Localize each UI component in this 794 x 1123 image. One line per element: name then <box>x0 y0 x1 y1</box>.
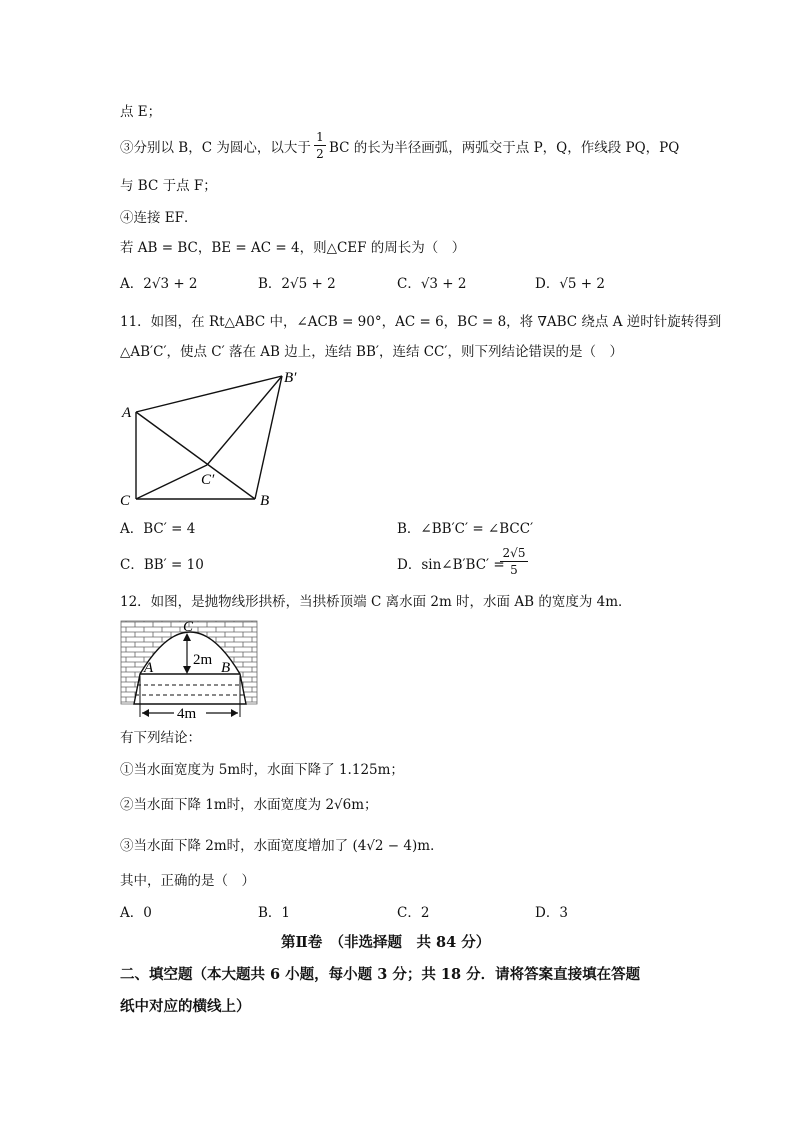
question-11-line-1: 11．如图，在 Rt△ABC 中，∠ACB = 90°，AC = 6，BC = 8，将 ∇ABC 绕点 A 逆时针旋转得到 <box>120 314 722 330</box>
q11-option-a: A．BC′ = 4 <box>120 521 196 537</box>
fraction-denominator: 2 <box>316 147 324 161</box>
label-width: 4m <box>177 706 197 722</box>
step-4-text: ④连接 EF． <box>120 210 198 226</box>
label-height: 2m <box>193 652 213 668</box>
q11-option-c: C．BB′ = 10 <box>120 557 204 573</box>
text-line: 点 E； <box>120 104 162 120</box>
parabolic-arch-bridge-figure <box>120 617 260 722</box>
section-2-heading-line-1: 二、填空题（本大题共 6 小题，每小题 3 分；共 18 分．请将答案直接填在答题 <box>120 966 641 983</box>
label-a: A <box>122 405 132 421</box>
section-2-heading-line-2: 纸中对应的横线上） <box>120 998 251 1015</box>
q11-option-d: D．sin∠B′BC′ = <box>397 557 505 573</box>
q10-option-a: A．2√3 + 2 <box>120 276 198 292</box>
step-3-text-a: ③分别以 B，C 为圆心，以大于 <box>120 140 311 156</box>
q12-option-a: A．0 <box>120 905 152 921</box>
q10-option-b: B．2√5 + 2 <box>258 276 336 292</box>
q12-option-d: D．3 <box>535 905 568 921</box>
fraction-half <box>314 131 326 160</box>
question-10-stem: 若 AB = BC，BE = AC = 4，则△CEF 的周长为（ ） <box>120 240 466 256</box>
question-11-line-2: △AB′C′，使点 C′ 落在 AB 边上，连结 BB′，连结 CC′，则下列结论错误的是（ ） <box>120 344 623 360</box>
label-b: B <box>221 660 231 676</box>
q12-conclusion-2: ②当水面下降 1m时，水面宽度为 2√6m； <box>120 797 378 813</box>
question-12-stem: 12．如图，是抛物线形拱桥，当拱桥顶端 C 离水面 2m 时，水面 AB 的宽度为 4m． <box>120 594 632 610</box>
q12-option-b: B．1 <box>258 905 291 921</box>
fraction-denominator: 5 <box>510 563 518 577</box>
label-a: A <box>144 660 154 676</box>
q10-option-d: D．√5 + 2 <box>535 276 605 292</box>
q11-option-d-fraction <box>500 547 528 576</box>
label-c: C <box>120 493 131 509</box>
q12-question: 其中，正确的是（ ） <box>120 873 255 889</box>
step-3-text-b: BC 的长为半径画弧，两弧交于点 P，Q，作线段 PQ，PQ <box>329 140 680 156</box>
fraction-numerator: 1 <box>316 130 324 144</box>
triangle-rotation-figure <box>110 362 310 512</box>
q11-option-b: B．∠BB′C′ = ∠BCC′ <box>397 521 534 537</box>
q12-option-c: C．2 <box>397 905 430 921</box>
q12-conclusion-3: ③当水面下降 2m时，水面宽度增加了 (4√2 − 4)m． <box>120 838 444 854</box>
part-2-title: 第Ⅱ卷 （非选择题 共 84 分） <box>281 934 491 951</box>
label-c-prime: C′ <box>201 472 215 488</box>
label-b-prime: B′ <box>284 370 297 386</box>
label-c: C <box>183 619 194 635</box>
step-3-text-c: 与 BC 于点 F； <box>120 178 217 194</box>
fraction-numerator: 2√5 <box>502 546 526 560</box>
q12-intro: 有下列结论： <box>120 730 201 746</box>
label-b: B <box>260 493 270 509</box>
q10-option-c: C．√3 + 2 <box>397 276 467 292</box>
q12-conclusion-1: ①当水面宽度为 5m时，水面下降了 1.125m； <box>120 762 404 778</box>
